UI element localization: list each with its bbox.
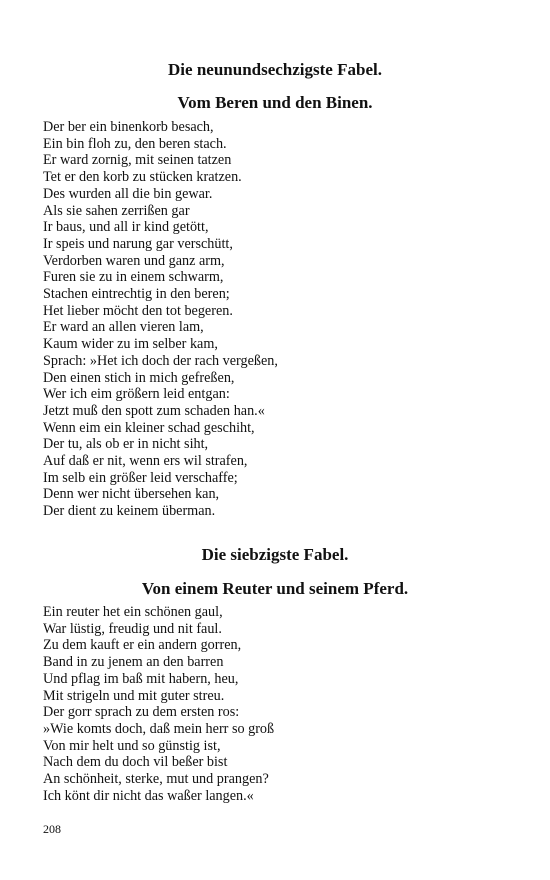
verse-line: Ir speis und narung gar verschütt, bbox=[43, 235, 233, 252]
verse-line: Auf daß er nit, wenn ers wil strafen, bbox=[43, 453, 248, 470]
verse-line: Verdorben waren und ganz arm, bbox=[43, 252, 225, 269]
verse-line: Des wurden all die bin gewar. bbox=[43, 185, 213, 202]
verse-line: Der tu, als ob er in nicht siht, bbox=[43, 436, 209, 453]
verse-line: Wer ich eim größern leid entgan: bbox=[43, 386, 230, 403]
verse-line: Der dient zu keinem überman. bbox=[43, 503, 216, 520]
verse-line: Und pflag im baß mit habern, heu, bbox=[43, 670, 239, 687]
verse-line: Denn wer nicht übersehen kan, bbox=[43, 486, 220, 503]
verse-line: Von mir helt und so günstig ist, bbox=[43, 737, 221, 754]
fable-70-verse bbox=[43, 604, 274, 804]
verse-line: »Wie komts doch, daß mein herr so groß bbox=[43, 720, 275, 737]
verse-line: Ir baus, und all ir kind getött, bbox=[43, 219, 209, 236]
verse-line: Im selb ein größer leid verschaffe; bbox=[43, 469, 238, 486]
fable-70-subtitle: Von einem Reuter und seinem Pferd. bbox=[141, 579, 409, 598]
verse-line: Den einen stich in mich gefreßen, bbox=[43, 369, 235, 386]
verse-line: Mit strigeln und mit guter streu. bbox=[43, 687, 225, 704]
verse-line: Er ward an allen vieren lam, bbox=[43, 319, 204, 336]
fable-69-subtitle: Vom Beren und den Binen. bbox=[177, 93, 373, 112]
fable-70-title: Die siebzigste Fabel. bbox=[201, 545, 349, 564]
verse-line: Het lieber möcht den tot begeren. bbox=[43, 302, 233, 319]
verse-line: Jetzt muß den spott zum schaden han.« bbox=[43, 402, 265, 419]
verse-line: Stachen eintrechtig in den beren; bbox=[43, 286, 230, 303]
verse-line: Zu dem kauft er ein andern gorren, bbox=[43, 637, 242, 654]
verse-line: Ein reuter het ein schönen gaul, bbox=[43, 604, 223, 620]
verse-line: Kaum wider zu im selber kam, bbox=[43, 336, 218, 353]
verse-line: Furen sie zu in einem schwarm, bbox=[43, 269, 224, 286]
verse-line: Wenn eim ein kleiner schad geschiht, bbox=[43, 419, 255, 436]
verse-line: Ich könt dir nicht das waßer langen.« bbox=[43, 787, 254, 804]
verse-line: An schönheit, sterke, mut und prangen? bbox=[43, 771, 269, 788]
verse-line: War lüstig, freudig und nit faul. bbox=[43, 620, 222, 637]
verse-line: Der gorr sprach zu dem ersten ros: bbox=[43, 704, 240, 721]
fable-69-verse bbox=[43, 119, 278, 520]
fable-69-title: Die neunundsechzigste Fabel. bbox=[168, 60, 382, 79]
verse-line: Nach dem du doch vil beßer bist bbox=[43, 754, 228, 771]
verse-line: Als sie sahen zerrißen gar bbox=[43, 202, 190, 219]
page-number: 208 bbox=[43, 822, 61, 836]
verse-line: Sprach: »Het ich doch der rach vergeßen, bbox=[43, 352, 278, 369]
verse-line: Ein bin floh zu, den beren stach. bbox=[43, 135, 227, 152]
verse-line: Der ber ein binenkorb besach, bbox=[43, 119, 214, 135]
verse-line: Band in zu jenem an den barren bbox=[43, 654, 224, 671]
verse-line: Tet er den korb zu stücken kratzen. bbox=[43, 169, 242, 186]
verse-line: Er ward zornig, mit seinen tatzen bbox=[43, 152, 232, 169]
